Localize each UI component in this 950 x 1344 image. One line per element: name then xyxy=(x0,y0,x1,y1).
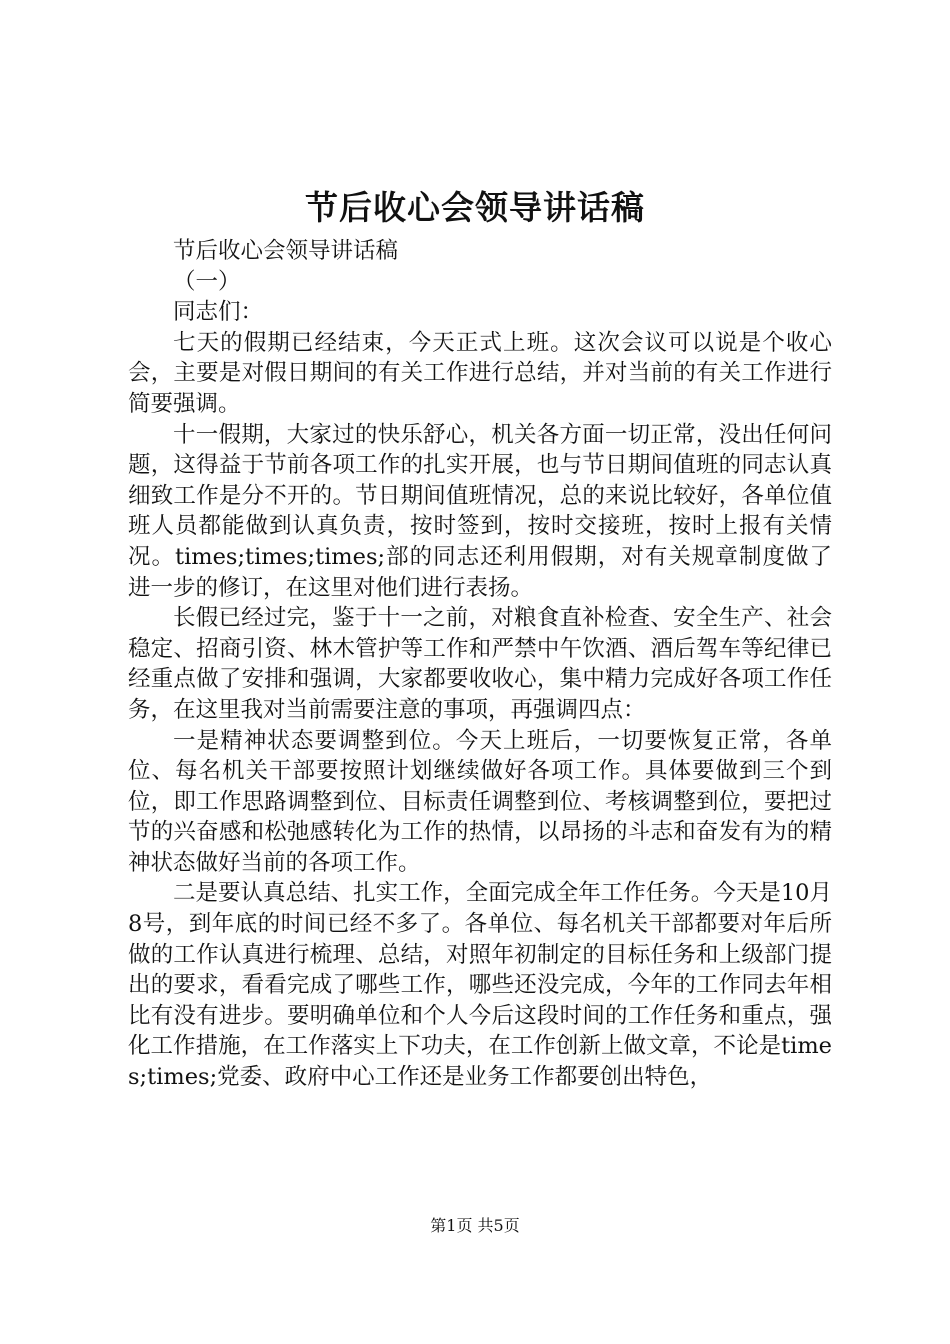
paragraph: 二是要认真总结、扎实工作，全面完成全年工作任务。今天是10月8号，到年底的时间已经不多了。各单位、每名机关干部都要对年后所做的工作认真进行梳理、总结，对照年初制定的目标任务和上级部门提出的要求，看看完成了哪些工作，哪些还没完成，今年的工作同去年相比有没有进步。要明确单位和个人今后这段时间的工作任务和重点，强化工作措施，在工作落实上下功夫，在工作创新上做文章，不论是times;times;党委、政府中心工作还是业务工作都要创出特色， xyxy=(128,880,832,1091)
document-title: 节后收心会领导讲话稿 xyxy=(305,188,645,227)
paragraph: 七天的假期已经结束，今天正式上班。这次会议可以说是个收心会，主要是对假日期间的有关工作进行总结，并对当前的有关工作进行简要强调。 xyxy=(128,329,832,417)
paragraph: 同志们： xyxy=(173,299,264,326)
paragraph: 十一假期，大家过的快乐舒心，机关各方面一切正常，没出任何问题，这得益于节前各项工作的扎实开展，也与节日期间值班的同志认真细致工作是分不开的。节日期间值班情况，总的来说比较好，各单位值班人员都能做到认真负责，按时签到，按时交接班，按时上报有关情况。times;times;times;部的同志还利用假期，对有关规章制度做了进一步的修订，在这里对他们进行表扬。 xyxy=(128,421,832,601)
paragraph: 一是精神状态要调整到位。今天上班后，一切要恢复正常，各单位、每名机关干部要按照计划继续做好各项工作。具体要做到三个到位，即工作思路调整到位、目标责任调整到位、考核调整到位，要把过节的兴奋感和松弛感转化为工作的热情，以昂扬的斗志和奋发有为的精神状态做好当前的各项工作。 xyxy=(128,727,832,876)
paragraph: 长假已经过完，鉴于十一之前，对粮食直补检查、安全生产、社会稳定、招商引资、林木管护等工作和严禁中午饮酒、酒后驾车等纪律已经重点做了安排和强调，大家都要收收心，集中精力完成好各项工作任务，在这里我对当前需要注意的事项，再强调四点： xyxy=(128,605,832,723)
paragraph: （一） xyxy=(173,268,241,295)
paragraph: 节后收心会领导讲话稿 xyxy=(173,238,399,264)
document-body xyxy=(128,236,832,1093)
page-footer: 第1页 共5页 xyxy=(430,1216,520,1235)
